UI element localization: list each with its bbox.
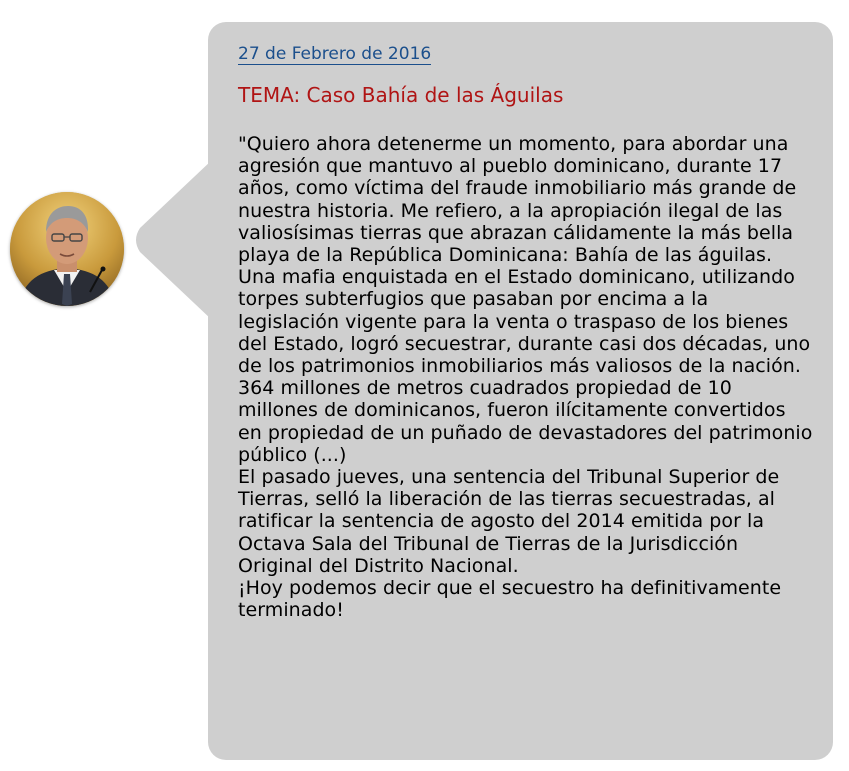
quote-text (238, 133, 813, 621)
avatar (10, 192, 124, 306)
speaker-portrait (10, 192, 124, 306)
post-date: 27 de Febrero de 2016 (238, 44, 432, 64)
quote-paragraph: El pasado jueves, una sentencia del Tribunal Superior de Tierras, selló la liberación de las tierras secuestradas, al ratificar la sentencia de agosto del 2014 emitida por la Octava Sala del Tribunal de Tierras de la Jurisdicción Original del Distrito Nacional. (238, 466, 780, 577)
quote-paragraph: Una mafia enquistada en el Estado dominicano, utilizando torpes subterfugios que pasaban por encima a la legislación vigente para la venta o traspaso de los bienes del Estado, logró secuestrar, durante casi dos décadas, uno de los patrimonios inmobiliarios más valiosos de la nación. 364 millones de metros cuadrados propiedad de 10 millones de dominicanos, fueron ilícitamente convertidos en propiedad de un puñado de devastadores del patrimonio público (...) (238, 266, 813, 466)
quote-paragraph: "Quiero ahora detenerme un momento, para abordar una agresión que mantuvo al pueblo dominicano, durante 17 años, como víctima del fraude inmobiliario más grande de nuestra historia. Me refiero, a la apropiación ilegal de las valiosísimas tierras que abrazan cálidamente la más bella playa de la República Dominicana: Bahía de las águilas. (238, 133, 797, 267)
speech-bubble (208, 22, 833, 760)
speech-bubble-tail (132, 140, 212, 400)
post-topic: TEMA: Caso Bahía de las Águilas (238, 83, 564, 107)
quote-paragraph: ¡Hoy podemos decir que el secuestro ha definitivamente terminado! (238, 577, 782, 622)
